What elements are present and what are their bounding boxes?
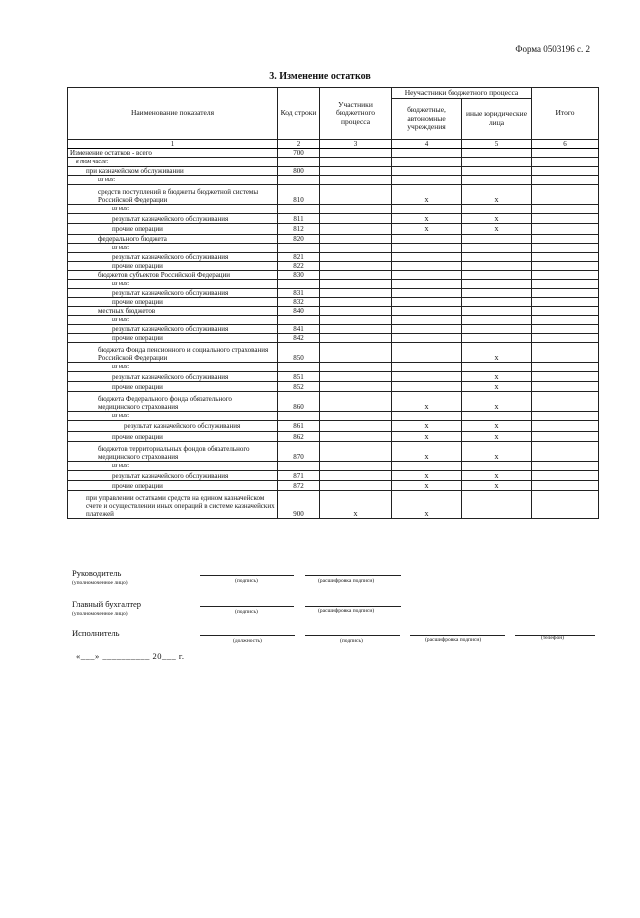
row-value-c4[interactable] bbox=[392, 167, 462, 176]
row-value-c6[interactable] bbox=[532, 288, 599, 297]
row-value-c6[interactable] bbox=[532, 315, 599, 324]
head-label: Руководитель bbox=[72, 568, 122, 578]
row-value-c5[interactable] bbox=[462, 158, 532, 167]
table-row bbox=[68, 362, 599, 371]
row-code: 832 bbox=[278, 297, 320, 306]
row-value-c6[interactable] bbox=[532, 243, 599, 252]
row-name: результат казначейского обслуживания bbox=[68, 214, 278, 224]
row-value-c6[interactable] bbox=[532, 441, 599, 461]
row-value-c3[interactable] bbox=[320, 371, 392, 381]
row-code bbox=[278, 362, 320, 371]
section-title: 3. Изменение остатков bbox=[269, 71, 371, 82]
header-budget-institutions: бюджетные, автономные учреждения bbox=[392, 99, 462, 140]
row-name: из них: bbox=[68, 461, 278, 470]
row-name: результат казначейского обслуживания bbox=[68, 421, 278, 431]
row-name: прочие операции bbox=[68, 297, 278, 306]
row-value-c3[interactable] bbox=[320, 234, 392, 243]
row-value-c6[interactable] bbox=[532, 421, 599, 431]
table-row bbox=[68, 224, 599, 234]
row-code: 851 bbox=[278, 371, 320, 381]
row-name: бюджетов субъектов Российской Федерации bbox=[68, 270, 278, 279]
row-name: при казначейском обслуживании bbox=[68, 167, 278, 176]
row-value-c4[interactable]: х bbox=[392, 441, 462, 461]
row-value-c6[interactable] bbox=[532, 270, 599, 279]
row-name: в том числе: bbox=[68, 158, 278, 167]
row-name: из них: bbox=[68, 279, 278, 288]
row-value-c3[interactable] bbox=[320, 431, 392, 441]
row-code: 840 bbox=[278, 306, 320, 315]
row-value-c5[interactable] bbox=[462, 306, 532, 315]
row-name: прочие операции bbox=[68, 480, 278, 490]
row-value-c4[interactable] bbox=[392, 297, 462, 306]
executor-position-caption: (должность) bbox=[233, 638, 262, 644]
row-code bbox=[278, 315, 320, 324]
row-value-c3[interactable] bbox=[320, 315, 392, 324]
table-row bbox=[68, 392, 599, 412]
table-row bbox=[68, 431, 599, 441]
chief-signature-line[interactable] bbox=[200, 605, 294, 607]
row-value-c4[interactable] bbox=[392, 270, 462, 279]
row-name: Изменение остатков - всего bbox=[68, 149, 278, 158]
row-value-c3[interactable] bbox=[320, 252, 392, 261]
row-value-c6[interactable] bbox=[532, 185, 599, 205]
row-value-c5[interactable] bbox=[462, 491, 532, 519]
row-value-c3[interactable] bbox=[320, 324, 392, 333]
row-value-c3[interactable] bbox=[320, 243, 392, 252]
row-value-c4[interactable] bbox=[392, 382, 462, 392]
row-code bbox=[278, 412, 320, 421]
row-value-c5[interactable] bbox=[462, 461, 532, 470]
row-name: бюджетов территориальных фондов обязательного медицинского страхования bbox=[68, 441, 278, 461]
chief-accountant-sub: (уполномоченное лицо) bbox=[72, 611, 128, 617]
col-num: 2 bbox=[278, 140, 320, 149]
row-name: из них: bbox=[68, 205, 278, 214]
table-row bbox=[68, 261, 599, 270]
row-value-c5[interactable] bbox=[462, 243, 532, 252]
row-value-c5[interactable]: х bbox=[462, 470, 532, 480]
table-row bbox=[68, 491, 599, 519]
row-value-c3[interactable] bbox=[320, 214, 392, 224]
table-row bbox=[68, 382, 599, 392]
row-value-c5[interactable]: х bbox=[462, 382, 532, 392]
row-value-c5[interactable] bbox=[462, 333, 532, 342]
row-name: федерального бюджета bbox=[68, 234, 278, 243]
header-name: Наименование показателя bbox=[68, 88, 278, 140]
row-code: 812 bbox=[278, 224, 320, 234]
table-row bbox=[68, 315, 599, 324]
row-value-c3[interactable] bbox=[320, 412, 392, 421]
row-value-c6[interactable] bbox=[532, 491, 599, 519]
row-name: прочие операции bbox=[68, 333, 278, 342]
row-name: результат казначейского обслуживания bbox=[68, 371, 278, 381]
row-code: 831 bbox=[278, 288, 320, 297]
row-value-c5[interactable] bbox=[462, 324, 532, 333]
row-value-c5[interactable]: х bbox=[462, 214, 532, 224]
head-sub: (уполномоченное лицо) bbox=[72, 580, 128, 586]
row-name: результат казначейского обслуживания bbox=[68, 252, 278, 261]
table-row bbox=[68, 461, 599, 470]
executor-phone-caption: (телефон) bbox=[541, 635, 565, 641]
row-name: местных бюджетов bbox=[68, 306, 278, 315]
row-value-c3[interactable] bbox=[320, 421, 392, 431]
row-value-c6[interactable] bbox=[532, 234, 599, 243]
table-row bbox=[68, 279, 599, 288]
table-row bbox=[68, 185, 599, 205]
table-row bbox=[68, 470, 599, 480]
executor-position-line[interactable] bbox=[200, 634, 295, 636]
row-value-c6[interactable] bbox=[532, 214, 599, 224]
table-row bbox=[68, 412, 599, 421]
row-value-c5[interactable]: х bbox=[462, 480, 532, 490]
header-code: Код строки bbox=[278, 88, 320, 140]
head-signature-caption: (подпись) bbox=[235, 578, 258, 584]
row-code: 820 bbox=[278, 234, 320, 243]
col-num: 3 bbox=[320, 140, 392, 149]
row-value-c6[interactable] bbox=[532, 371, 599, 381]
row-name: результат казначейского обслуживания bbox=[68, 470, 278, 480]
row-value-c4[interactable] bbox=[392, 261, 462, 270]
table-row bbox=[68, 371, 599, 381]
row-code: 862 bbox=[278, 431, 320, 441]
row-value-c3[interactable] bbox=[320, 470, 392, 480]
row-code: 800 bbox=[278, 167, 320, 176]
row-value-c6[interactable] bbox=[532, 412, 599, 421]
row-name: бюджета Федерального фонда обязательного медицинского страхования bbox=[68, 392, 278, 412]
row-value-c4[interactable] bbox=[392, 315, 462, 324]
row-code: 811 bbox=[278, 214, 320, 224]
row-code: 810 bbox=[278, 185, 320, 205]
row-name: из них: bbox=[68, 412, 278, 421]
row-value-c6[interactable] bbox=[532, 176, 599, 185]
row-code: 821 bbox=[278, 252, 320, 261]
chief-decoding-caption: (расшифровка подписи) bbox=[318, 608, 375, 614]
table-row bbox=[68, 158, 599, 167]
row-value-c3[interactable] bbox=[320, 224, 392, 234]
row-value-c4[interactable] bbox=[392, 149, 462, 158]
row-value-c3[interactable] bbox=[320, 333, 392, 342]
form-reference: Форма 0503196 с. 2 bbox=[515, 44, 590, 54]
header-row bbox=[68, 88, 599, 99]
table-row bbox=[68, 270, 599, 279]
row-value-c6[interactable] bbox=[532, 149, 599, 158]
row-value-c6[interactable] bbox=[532, 261, 599, 270]
row-code: 850 bbox=[278, 342, 320, 362]
row-value-c3[interactable] bbox=[320, 158, 392, 167]
row-value-c3[interactable] bbox=[320, 176, 392, 185]
row-value-c3[interactable] bbox=[320, 149, 392, 158]
row-value-c5[interactable] bbox=[462, 288, 532, 297]
executor-signature-caption: (подпись) bbox=[340, 638, 363, 644]
col-num: 1 bbox=[68, 140, 278, 149]
row-value-c5[interactable]: х bbox=[462, 185, 532, 205]
chief-accountant-label: Главный бухгалтер bbox=[72, 599, 142, 609]
row-value-c5[interactable] bbox=[462, 234, 532, 243]
row-value-c4[interactable] bbox=[392, 461, 462, 470]
row-code: 871 bbox=[278, 470, 320, 480]
row-code: 900 bbox=[278, 491, 320, 519]
row-value-c4[interactable] bbox=[392, 252, 462, 261]
row-value-c3[interactable] bbox=[320, 270, 392, 279]
row-code bbox=[278, 279, 320, 288]
row-value-c4[interactable] bbox=[392, 243, 462, 252]
row-code: 872 bbox=[278, 480, 320, 490]
table-row bbox=[68, 252, 599, 261]
row-value-c4[interactable]: х bbox=[392, 421, 462, 431]
row-value-c6[interactable] bbox=[532, 279, 599, 288]
row-value-c3[interactable] bbox=[320, 279, 392, 288]
table-row bbox=[68, 149, 599, 158]
row-value-c4[interactable] bbox=[392, 158, 462, 167]
head-decoding-line[interactable] bbox=[305, 574, 401, 576]
row-name: прочие операции bbox=[68, 261, 278, 270]
row-value-c6[interactable] bbox=[532, 461, 599, 470]
row-value-c5[interactable] bbox=[462, 362, 532, 371]
row-name: из них: bbox=[68, 362, 278, 371]
row-code: 842 bbox=[278, 333, 320, 342]
row-value-c5[interactable] bbox=[462, 261, 532, 270]
table-row bbox=[68, 480, 599, 490]
row-value-c5[interactable]: х bbox=[462, 224, 532, 234]
row-value-c5[interactable] bbox=[462, 252, 532, 261]
row-value-c6[interactable] bbox=[532, 480, 599, 490]
row-value-c4[interactable] bbox=[392, 333, 462, 342]
row-value-c4[interactable] bbox=[392, 342, 462, 362]
row-value-c3[interactable] bbox=[320, 342, 392, 362]
row-value-c6[interactable] bbox=[532, 224, 599, 234]
row-value-c5[interactable] bbox=[462, 149, 532, 158]
row-code: 852 bbox=[278, 382, 320, 392]
row-value-c6[interactable] bbox=[532, 362, 599, 371]
table-row bbox=[68, 167, 599, 176]
row-value-c4[interactable]: х bbox=[392, 491, 462, 519]
row-value-c5[interactable] bbox=[462, 205, 532, 214]
row-value-c5[interactable] bbox=[462, 279, 532, 288]
row-value-c3[interactable] bbox=[320, 461, 392, 470]
row-name: при управлении остатками средств на едином казначейском счете и осуществлении иных операций в системе казначейских платежей bbox=[68, 491, 278, 519]
table-row bbox=[68, 333, 599, 342]
row-value-c5[interactable] bbox=[462, 412, 532, 421]
head-decoding-caption: (расшифровка подписи) bbox=[318, 578, 375, 584]
row-value-c5[interactable]: х bbox=[462, 421, 532, 431]
row-name: результат казначейского обслуживания bbox=[68, 288, 278, 297]
executor-signature-line[interactable] bbox=[305, 634, 400, 636]
row-value-c6[interactable] bbox=[532, 333, 599, 342]
row-value-c4[interactable] bbox=[392, 362, 462, 371]
row-value-c4[interactable] bbox=[392, 279, 462, 288]
row-value-c4[interactable]: х bbox=[392, 480, 462, 490]
row-code: 822 bbox=[278, 261, 320, 270]
row-value-c6[interactable] bbox=[532, 205, 599, 214]
row-name: прочие операции bbox=[68, 224, 278, 234]
table-row bbox=[68, 176, 599, 185]
row-code: 861 bbox=[278, 421, 320, 431]
row-name: из них: bbox=[68, 243, 278, 252]
row-value-c5[interactable]: х bbox=[462, 371, 532, 381]
row-code bbox=[278, 158, 320, 167]
row-code: 841 bbox=[278, 324, 320, 333]
row-code: 700 bbox=[278, 149, 320, 158]
balance-change-table bbox=[67, 87, 599, 519]
col-num: 5 bbox=[462, 140, 532, 149]
row-value-c6[interactable] bbox=[532, 306, 599, 315]
row-value-c6[interactable] bbox=[532, 252, 599, 261]
row-value-c4[interactable] bbox=[392, 176, 462, 185]
executor-decoding-caption: (расшифровка подписи) bbox=[425, 637, 482, 643]
row-value-c5[interactable] bbox=[462, 270, 532, 279]
row-value-c4[interactable]: х bbox=[392, 224, 462, 234]
header-participants: Участники бюджетного процесса bbox=[320, 88, 392, 140]
row-value-c4[interactable] bbox=[392, 234, 462, 243]
row-value-c6[interactable] bbox=[532, 470, 599, 480]
row-value-c4[interactable]: х bbox=[392, 392, 462, 412]
row-value-c5[interactable]: х bbox=[462, 441, 532, 461]
row-value-c4[interactable] bbox=[392, 288, 462, 297]
head-signature-line[interactable] bbox=[200, 574, 294, 576]
row-name: из них: bbox=[68, 315, 278, 324]
row-value-c6[interactable] bbox=[532, 297, 599, 306]
table-row bbox=[68, 214, 599, 224]
row-value-c3[interactable] bbox=[320, 167, 392, 176]
row-value-c3[interactable] bbox=[320, 205, 392, 214]
row-value-c6[interactable] bbox=[532, 392, 599, 412]
executor-decoding-line[interactable] bbox=[410, 634, 505, 636]
table-row bbox=[68, 324, 599, 333]
row-value-c3[interactable] bbox=[320, 261, 392, 270]
row-code: 870 bbox=[278, 441, 320, 461]
row-value-c5[interactable] bbox=[462, 297, 532, 306]
table-row bbox=[68, 288, 599, 297]
row-value-c6[interactable] bbox=[532, 158, 599, 167]
header-nonparticipants: Неучастники бюджетного процесса bbox=[392, 88, 532, 99]
row-value-c3[interactable] bbox=[320, 185, 392, 205]
table-row bbox=[68, 306, 599, 315]
row-value-c6[interactable] bbox=[532, 324, 599, 333]
table-row bbox=[68, 297, 599, 306]
row-value-c3[interactable] bbox=[320, 288, 392, 297]
row-value-c5[interactable] bbox=[462, 167, 532, 176]
row-value-c4[interactable]: х bbox=[392, 431, 462, 441]
row-name: из них: bbox=[68, 176, 278, 185]
row-code bbox=[278, 205, 320, 214]
row-name: результат казначейского обслуживания bbox=[68, 324, 278, 333]
row-value-c3[interactable] bbox=[320, 392, 392, 412]
row-value-c3[interactable] bbox=[320, 297, 392, 306]
row-value-c6[interactable] bbox=[532, 382, 599, 392]
table-row bbox=[68, 421, 599, 431]
column-numbers-row bbox=[68, 140, 599, 149]
table-row bbox=[68, 342, 599, 362]
row-value-c5[interactable] bbox=[462, 315, 532, 324]
col-num: 6 bbox=[532, 140, 599, 149]
row-name: бюджета Фонда пенсионного и социального страхования Российской Федерации bbox=[68, 342, 278, 362]
chief-signature-caption: (подпись) bbox=[235, 609, 258, 615]
row-value-c4[interactable] bbox=[392, 412, 462, 421]
row-name: средств поступлений в бюджеты бюджетной системы Российской Федерации bbox=[68, 185, 278, 205]
row-value-c4[interactable]: х bbox=[392, 470, 462, 480]
header-other-legal: иные юридические лица bbox=[462, 99, 532, 140]
row-value-c3[interactable] bbox=[320, 306, 392, 315]
row-value-c5[interactable]: х bbox=[462, 342, 532, 362]
row-code: 830 bbox=[278, 270, 320, 279]
row-value-c6[interactable] bbox=[532, 167, 599, 176]
row-name: прочие операции bbox=[68, 382, 278, 392]
col-num: 4 bbox=[392, 140, 462, 149]
row-value-c4[interactable]: х bbox=[392, 214, 462, 224]
header-total: Итого bbox=[532, 88, 599, 140]
row-value-c4[interactable] bbox=[392, 205, 462, 214]
row-name: прочие операции bbox=[68, 431, 278, 441]
chief-decoding-line[interactable] bbox=[305, 605, 401, 607]
row-value-c6[interactable] bbox=[532, 431, 599, 441]
row-value-c5[interactable]: х bbox=[462, 392, 532, 412]
row-code bbox=[278, 243, 320, 252]
row-value-c4[interactable]: х bbox=[392, 185, 462, 205]
table-row bbox=[68, 205, 599, 214]
row-code bbox=[278, 461, 320, 470]
row-value-c3[interactable] bbox=[320, 441, 392, 461]
row-value-c3[interactable] bbox=[320, 480, 392, 490]
row-code bbox=[278, 176, 320, 185]
row-code: 860 bbox=[278, 392, 320, 412]
executor-label: Исполнитель bbox=[72, 628, 120, 638]
row-value-c3[interactable] bbox=[320, 382, 392, 392]
row-value-c5[interactable]: х bbox=[462, 431, 532, 441]
row-value-c3[interactable] bbox=[320, 362, 392, 371]
row-value-c6[interactable] bbox=[532, 342, 599, 362]
row-value-c4[interactable] bbox=[392, 324, 462, 333]
row-value-c4[interactable] bbox=[392, 371, 462, 381]
table-row bbox=[68, 234, 599, 243]
row-value-c5[interactable] bbox=[462, 176, 532, 185]
row-value-c4[interactable] bbox=[392, 306, 462, 315]
table-row bbox=[68, 441, 599, 461]
date-line[interactable]: «___» __________ 20___ г. bbox=[76, 651, 185, 661]
table-row bbox=[68, 243, 599, 252]
row-value-c3[interactable]: х bbox=[320, 491, 392, 519]
